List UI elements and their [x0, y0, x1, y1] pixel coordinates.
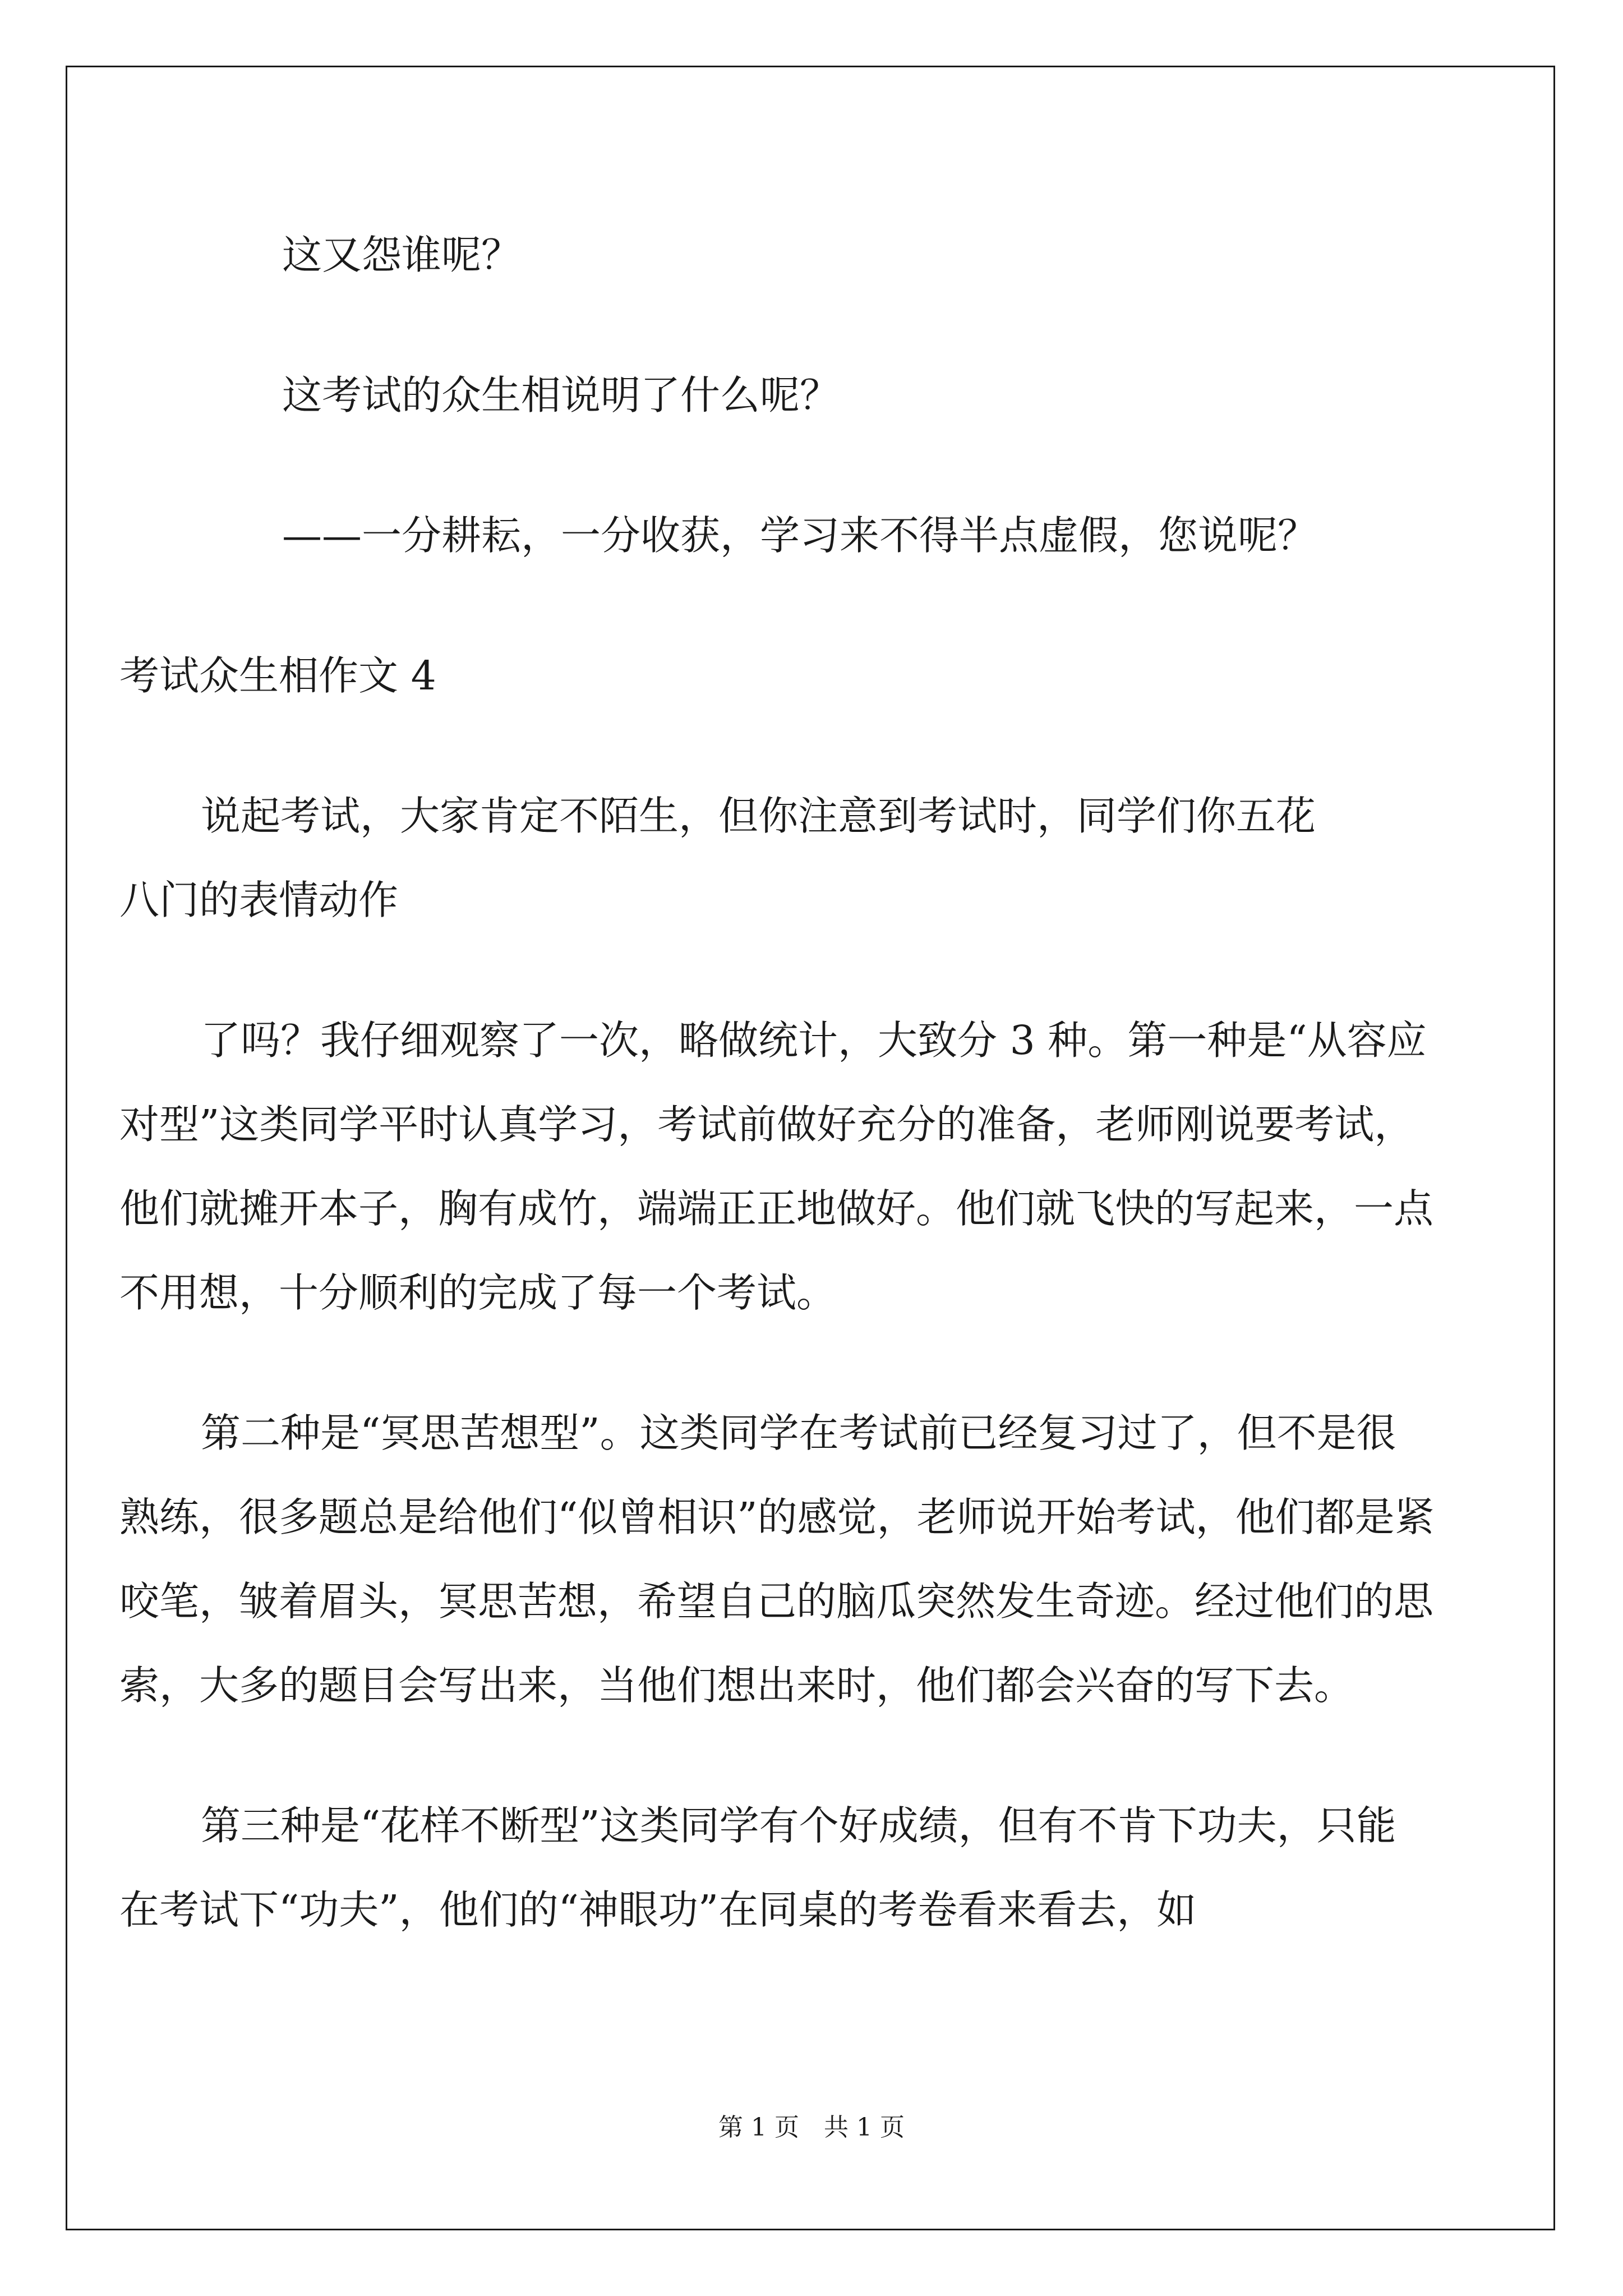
paragraph: 说起考试，大家肯定不陌生，但你注意到考试时，同学们你五花八门的表情动作	[119, 793, 1316, 923]
section-heading: 考试众生相作文 4	[119, 652, 436, 699]
page-footer: 第 1 页 共 1 页	[718, 2113, 905, 2142]
text-line: ——一分耕耘，一分收获，学习来不得半点虚假，您说呢？	[282, 512, 1318, 559]
text-line: 这考试的众生相说明了什么呢？	[282, 372, 840, 418]
paragraph: 第三种是“花样不断型”这类同学有个好成绩，但有不肯下功夫，只能在考试下“功夫”，他们的“神眼功”在同桌的考卷看来看去，如	[119, 1802, 1396, 1933]
document-body	[119, 213, 1435, 2008]
text-line: 这又怨谁呢？	[282, 232, 522, 278]
paragraph: 了吗？我仔细观察了一次，略做统计，大致分 3 种。第一种是“从容应对型”这类同学平时认真学习，考试前做好充分的准备，老师刚说要考试，他们就摊开本子，胸有成竹，端端正正地做好。他们就飞快的写起来，一点不用想，十分顺利的完成了每一个考试。	[119, 1017, 1434, 1316]
paragraph: 第二种是“冥思苦想型”。这类同学在考试前已经复习过了，但不是很熟练，很多题总是给他们“似曾相识”的感觉，老师说开始考试，他们都是紧咬笔，皱着眉头，冥思苦想，希望自己的脑瓜突然发生奇迹。经过他们的思索，大多的题目会写出来，当他们想出来时，他们都会兴奋的写下去。	[119, 1410, 1435, 1709]
